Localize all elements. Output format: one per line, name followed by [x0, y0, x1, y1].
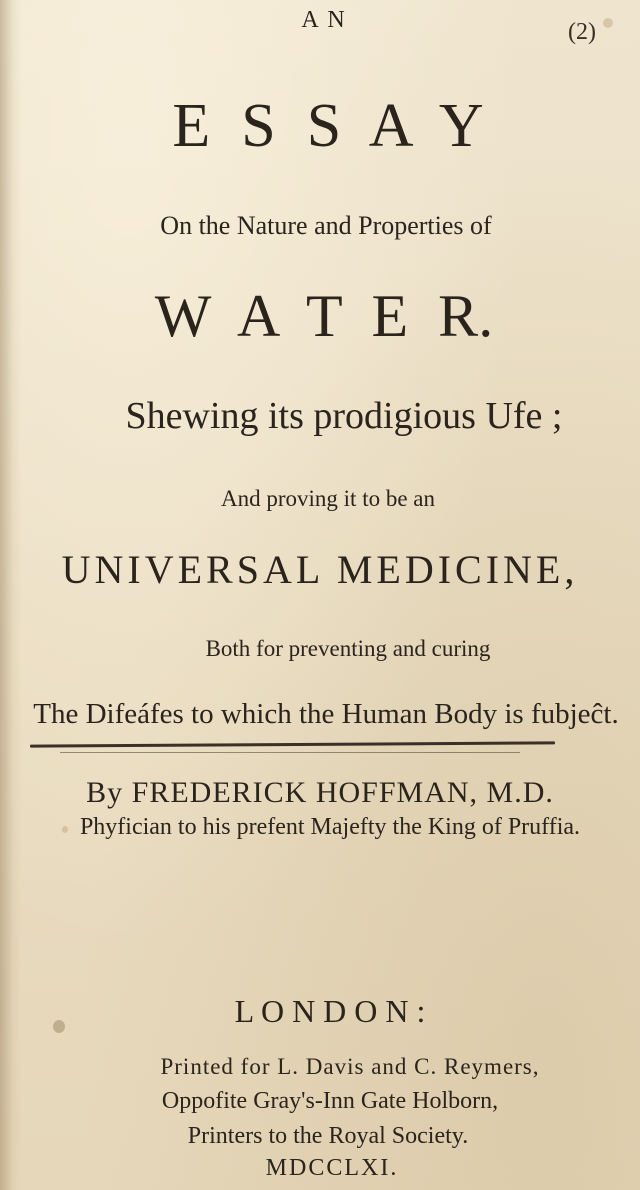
decorative-rule-thin [60, 752, 520, 753]
subtitle-prodigious-use: Shewing its prodigious Ufe ; [125, 395, 563, 437]
title-essay: E S S A Y [172, 92, 484, 160]
title-article: A N [301, 7, 347, 33]
title-subject-line: On the Nature and Properties of [160, 211, 492, 240]
imprint-year: MDCCLXI. [265, 1155, 399, 1181]
subtitle-universal-medicine: UNIVERSAL MEDICINE, [61, 547, 579, 592]
imprint-printers: Printers to the Royal Society. [187, 1123, 469, 1149]
decorative-rule [30, 741, 555, 747]
subtitle-preventing-curing: Both for preventing and curing [205, 636, 491, 661]
title-water: W A T E R. [154, 283, 494, 349]
page-number: (2) [568, 19, 596, 45]
imprint-printed-for: Printed for L. Davis and C. Reymers, [160, 1054, 540, 1079]
author-name: By FREDERICK HOFFMAN, M.D. [86, 776, 554, 809]
author-title: Phyfician to his prefent Majefty the King of Pruffia. [79, 814, 581, 840]
imprint-address: Oppofite Gray's-Inn Gate Holborn, [161, 1088, 499, 1114]
imprint-city: L O N D O N : [234, 993, 426, 1029]
subtitle-diseases: The Difeáfes to which the Human Body is fubjeĉt. [33, 698, 619, 730]
subtitle-proving: And proving it to be an [221, 486, 435, 511]
